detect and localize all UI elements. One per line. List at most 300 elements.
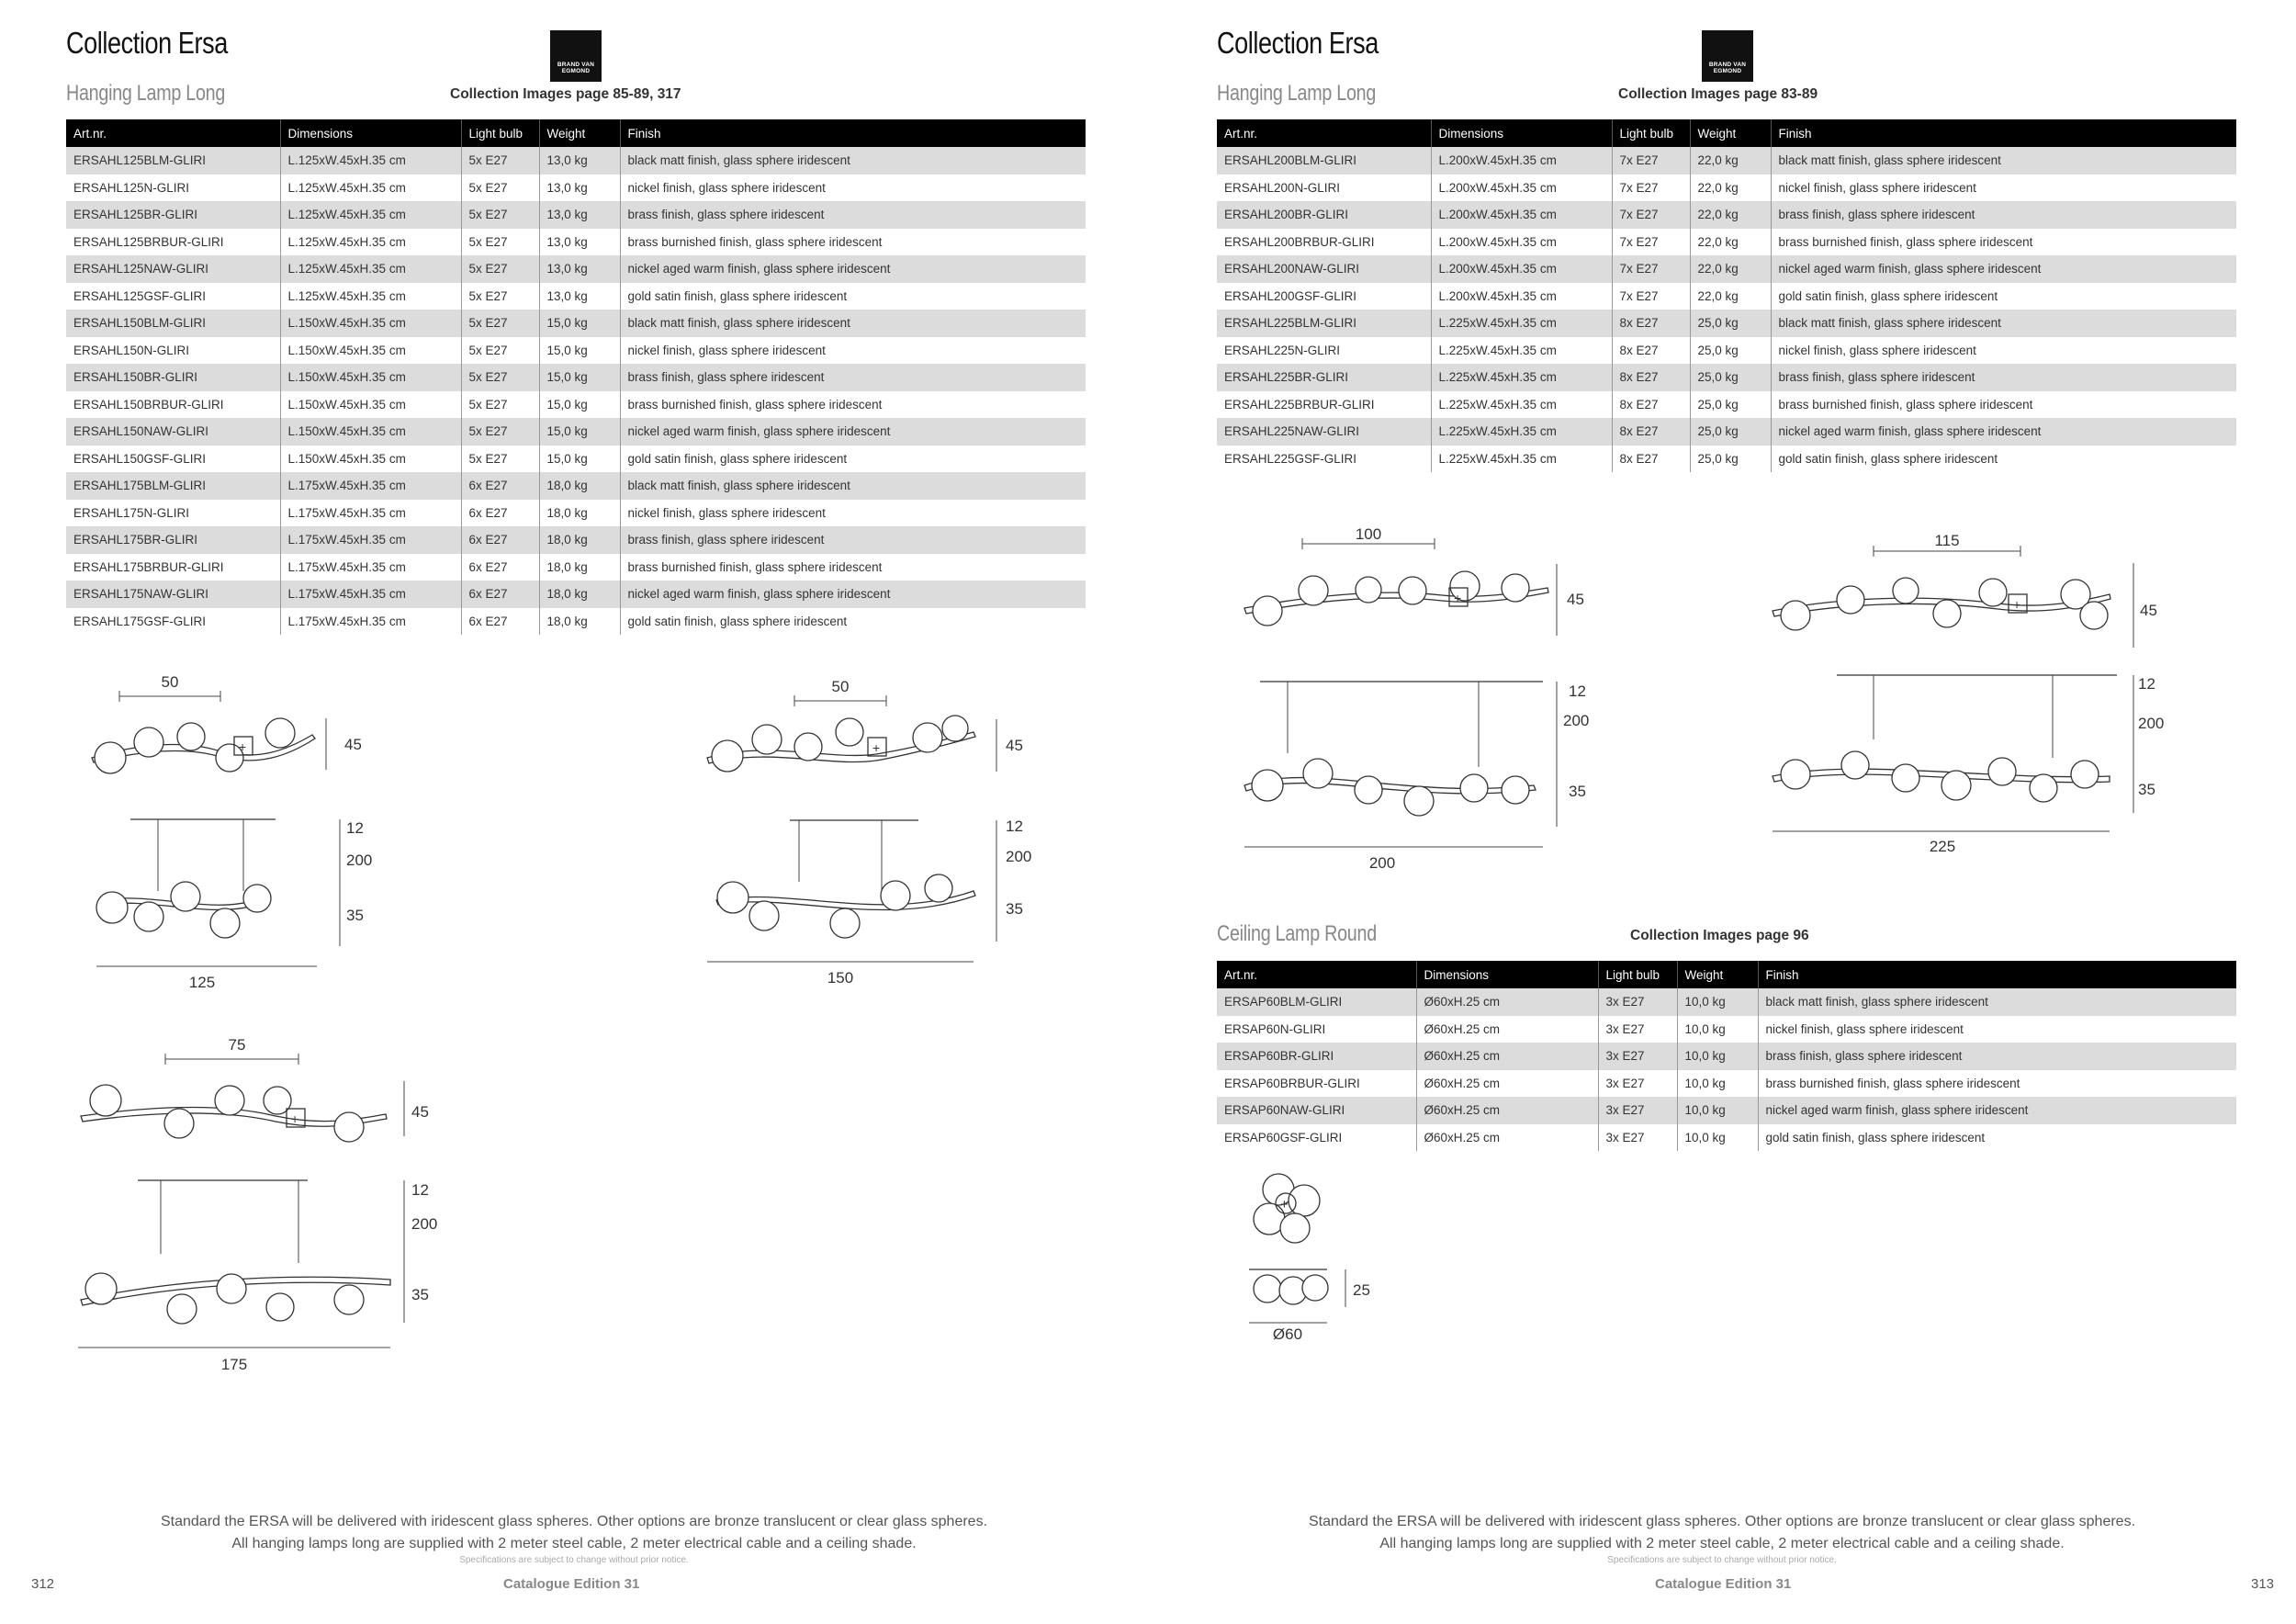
table-cell: L.125xW.45xH.35 cm [280,147,461,175]
table-cell: 18,0 kg [539,472,620,500]
column-header: Art.nr. [66,119,280,147]
table-cell: 3x E27 [1598,988,1677,1016]
table-cell: ERSAHL200GSF-GLIRI [1217,283,1431,310]
table-cell: 7x E27 [1612,201,1690,229]
dim-canopy: 12 [411,1181,429,1199]
table-cell: gold satin finish, glass sphere iridescent [627,614,848,628]
table-row [66,472,1086,500]
table-cell: black matt finish, glass sphere iridescent [1758,988,2236,1016]
table-cell: 10,0 kg [1677,1043,1758,1070]
brand-logo: BRAND VAN EGMOND [1702,30,1753,82]
table-cell: nickel finish, glass sphere iridescent [1765,1021,1964,1036]
table-cell: ERSAHL225GSF-GLIRI [1217,445,1431,473]
table-cell: ERSAHL150BLM-GLIRI [66,310,280,337]
table-row [1217,337,2236,365]
table-cell: L.200xW.45xH.35 cm [1431,147,1612,175]
dim-length: 225 [1929,838,1956,855]
table-cell: L.175xW.45xH.35 cm [280,581,461,608]
table-row [66,526,1086,554]
dim-height: 35 [346,907,364,924]
table-cell: 8x E27 [1612,391,1690,419]
drawing-200 [1240,524,1589,873]
table-cell: ERSAHL175BLM-GLIRI [66,472,280,500]
table-cell: ERSAHL125BRBUR-GLIRI [66,229,280,256]
column-header: Dimensions [1431,119,1612,147]
column-header: Light bulb [1612,119,1690,147]
table-cell: brass finish, glass sphere iridescent [620,526,1086,554]
disclaimer: Specifications are subject to change without prior notice. [459,1555,689,1565]
table-cell: 5x E27 [461,255,539,283]
collection-title: Collection Ersa [66,26,228,60]
table-cell: L.175xW.45xH.35 cm [280,526,461,554]
table-cell: 5x E27 [461,391,539,419]
column-header: Finish [620,119,1086,147]
table-row [1217,229,2236,256]
dim-depth: 45 [2140,602,2157,619]
footer-notes [0,1511,1148,1565]
table-cell: brass finish, glass sphere iridescent [620,364,1086,391]
table-cell: L.150xW.45xH.35 cm [280,337,461,365]
table-row [66,147,1086,175]
dim-height: 35 [1569,783,1586,800]
dim-length: 200 [1368,854,1396,872]
table-row [66,391,1086,419]
table-row [1217,1070,2236,1098]
table-row [1217,1124,2236,1152]
table-cell: nickel aged warm finish, glass sphere iridescent [620,581,1086,608]
table-cell: 18,0 kg [539,526,620,554]
table-row [66,500,1086,527]
top-view [81,1036,429,1142]
table-cell: L.225xW.45xH.35 cm [1431,418,1612,445]
table-cell: 15,0 kg [539,310,620,337]
table-cell: 3x E27 [1598,1070,1677,1098]
table-cell: gold satin finish, glass sphere iridescent [1778,288,1998,303]
table-cell: ERSAHL225NAW-GLIRI [1217,418,1431,445]
collection-title: Collection Ersa [1217,26,1379,60]
footer-note-1: Standard the ERSA will be delivered with iridescent glass spheres. Other options are bronze translucent or clear glass spheres. [160,1514,988,1529]
table-cell: nickel finish, glass sphere iridescent [627,505,826,520]
table-cell: brass burnished finish, glass sphere iridescent [627,559,883,574]
table-cell: 22,0 kg [1690,255,1771,283]
table-cell: L.175xW.45xH.35 cm [280,608,461,636]
table-cell: 18,0 kg [539,500,620,527]
table-row [66,554,1086,581]
table-cell: 22,0 kg [1690,201,1771,229]
table-cell: Ø60xH.25 cm [1416,1043,1598,1070]
ceiling-collection-images-link[interactable]: Collection Images page 96 [1630,928,1809,943]
table-cell: black matt finish, glass sphere iridescent [620,147,1086,175]
table-cell: 5x E27 [461,364,539,391]
table-cell: 22,0 kg [1690,283,1771,310]
table-cell: ERSAP60GSF-GLIRI [1217,1124,1416,1152]
table-cell: nickel finish, glass sphere iridescent [1778,343,1976,357]
table-cell: ERSAHL125GSF-GLIRI [66,283,280,310]
dim-top-width: 75 [228,1036,246,1054]
svg-text:+: + [291,1111,299,1126]
table-row [66,175,1086,202]
ceiling-spec-table [1217,961,2236,1151]
table-cell: 3x E27 [1598,1124,1677,1152]
table-row [66,283,1086,310]
table-cell: L.200xW.45xH.35 cm [1431,229,1612,256]
table-cell: 3x E27 [1598,1043,1677,1070]
table-cell: Ø60xH.25 cm [1416,1124,1598,1152]
table-cell: Ø60xH.25 cm [1416,1016,1598,1043]
table-cell: 10,0 kg [1677,1070,1758,1098]
top-view [707,678,1023,772]
table-cell: ERSAHL200BLM-GLIRI [1217,147,1431,175]
table-row [66,310,1086,337]
dim-cable: 200 [411,1215,438,1233]
table-cell: 25,0 kg [1690,310,1771,337]
column-header: Weight [1690,119,1771,147]
table-cell: 13,0 kg [539,175,620,202]
table-cell: nickel finish, glass sphere iridescent [627,343,826,357]
disclaimer: Specifications are subject to change without prior notice. [1607,1555,1837,1565]
ceiling-section-title: Ceiling Lamp Round [1217,921,1377,946]
svg-text:+: + [2013,597,2021,612]
table-cell: 10,0 kg [1677,1097,1758,1124]
table-cell: ERSAHL175BR-GLIRI [66,526,280,554]
side-view [1249,1269,1370,1343]
table-row [1217,988,2236,1016]
drawing-125 [83,671,395,992]
table-row [66,418,1086,445]
table-cell: 8x E27 [1612,337,1690,365]
column-header: Light bulb [1598,961,1677,988]
spec-table [1217,119,2236,472]
table-cell: 7x E27 [1612,147,1690,175]
table-cell: 5x E27 [461,445,539,473]
table-cell: 7x E27 [1612,255,1690,283]
table-cell: 22,0 kg [1690,175,1771,202]
table-cell: ERSAP60NAW-GLIRI [1217,1097,1416,1124]
top-view [92,673,362,773]
table-cell: 6x E27 [461,581,539,608]
table-cell: 5x E27 [461,229,539,256]
table-cell: nickel aged warm finish, glass sphere iridescent [620,418,1086,445]
dim-depth: 45 [411,1103,429,1121]
svg-text:+: + [872,740,881,755]
column-header: Weight [539,119,620,147]
table-cell: brass finish, glass sphere iridescent [620,201,1086,229]
table-cell: 5x E27 [461,147,539,175]
table-cell: 8x E27 [1612,310,1690,337]
table-row [66,445,1086,473]
table-cell: 10,0 kg [1677,1016,1758,1043]
table-cell: ERSAHL225BRBUR-GLIRI [1217,391,1431,419]
table-cell: L.225xW.45xH.35 cm [1431,445,1612,473]
table-row [1217,391,2236,419]
table-cell: 6x E27 [461,608,539,636]
dim-top-width: 50 [831,678,850,695]
dim-top-width: 50 [161,673,179,691]
table-cell: L.125xW.45xH.35 cm [280,175,461,202]
table-row [1217,255,2236,283]
table-cell: L.225xW.45xH.35 cm [1431,337,1612,365]
table-cell: L.125xW.45xH.35 cm [280,229,461,256]
dim-height: 35 [2138,781,2155,798]
dim-depth: 45 [1006,737,1023,754]
table-row [1217,147,2236,175]
table-cell: 10,0 kg [1677,1124,1758,1152]
table-cell: 15,0 kg [539,364,620,391]
column-header: Finish [1771,119,2236,147]
dim-top-width: 100 [1355,525,1382,543]
table-cell: ERSAHL200N-GLIRI [1217,175,1431,202]
table-cell: 13,0 kg [539,255,620,283]
table-cell: black matt finish, glass sphere iridescent [620,310,1086,337]
table-cell: 5x E27 [461,310,539,337]
table-cell: gold satin finish, glass sphere iridescent [627,451,848,466]
table-cell: ERSAHL200NAW-GLIRI [1217,255,1431,283]
page-number: 312 [31,1576,55,1592]
table-cell: brass burnished finish, glass sphere iridescent [627,234,883,249]
table-row [66,337,1086,365]
table-cell: 25,0 kg [1690,445,1771,473]
table-cell: ERSAP60BLM-GLIRI [1217,988,1416,1016]
dim-length: 125 [188,974,216,991]
table-cell: L.150xW.45xH.35 cm [280,310,461,337]
top-view [1254,1174,1320,1243]
table-row [66,229,1086,256]
table-row [1217,283,2236,310]
dim-canopy: 12 [346,819,364,837]
table-cell: nickel aged warm finish, glass sphere iridescent [1758,1097,2236,1124]
table-cell: 15,0 kg [539,337,620,365]
table-cell: brass finish, glass sphere iridescent [1771,364,2236,391]
table-cell: 15,0 kg [539,418,620,445]
table-cell: black matt finish, glass sphere iridescent [620,472,1086,500]
table-cell: nickel aged warm finish, glass sphere iridescent [1771,418,2236,445]
section-title: Hanging Lamp Long [66,81,226,106]
table-cell: ERSAHL125BLM-GLIRI [66,147,280,175]
brand-logo: BRAND VAN EGMOND [550,30,602,82]
svg-text:+: + [1280,1197,1289,1212]
table-cell: ERSAHL125N-GLIRI [66,175,280,202]
table-cell: ERSAHL150BRBUR-GLIRI [66,391,280,419]
dim-length: 175 [220,1356,248,1373]
table-cell: ERSAHL150BR-GLIRI [66,364,280,391]
top-view [1244,525,1584,636]
table-cell: L.125xW.45xH.35 cm [280,255,461,283]
section-title: Hanging Lamp Long [1217,81,1377,106]
collection-images-link[interactable]: Collection Images page 83-89 [1618,86,1818,102]
table-row [1217,1043,2236,1070]
table-cell: 25,0 kg [1690,337,1771,365]
column-header: Art.nr. [1217,119,1431,147]
table-cell: 15,0 kg [539,391,620,419]
table-cell: 8x E27 [1612,418,1690,445]
dim-height: 35 [1006,900,1023,918]
table-cell: nickel aged warm finish, glass sphere iridescent [620,255,1086,283]
table-cell: L.175xW.45xH.35 cm [280,472,461,500]
table-cell: 25,0 kg [1690,364,1771,391]
table-cell: ERSAP60BRBUR-GLIRI [1217,1070,1416,1098]
table-cell: 22,0 kg [1690,147,1771,175]
table-cell: 8x E27 [1612,364,1690,391]
page-number: 313 [2251,1576,2275,1592]
column-header: Light bulb [461,119,539,147]
table-row [1217,201,2236,229]
column-header: Weight [1677,961,1758,988]
dim-height: 35 [411,1286,429,1303]
dim-depth: 45 [344,736,362,753]
dim-cable: 200 [346,851,373,869]
table-cell: 3x E27 [1598,1097,1677,1124]
table-row [66,201,1086,229]
dim-cable: 200 [1563,712,1590,729]
table-cell: ERSAHL150N-GLIRI [66,337,280,365]
spec-table [66,119,1086,635]
table-row [1217,1016,2236,1043]
dim-cable: 200 [1006,848,1032,865]
table-cell: 5x E27 [461,201,539,229]
table-row [1217,418,2236,445]
table-cell: ERSAP60BR-GLIRI [1217,1043,1416,1070]
top-view [1773,532,2157,648]
table-cell: 13,0 kg [539,201,620,229]
side-view [707,818,1031,987]
collection-images-link[interactable]: Collection Images page 85-89, 317 [450,86,681,102]
dim-canopy: 12 [1569,682,1586,700]
footer-note-2: All hanging lamps long are supplied with 2 meter steel cable, 2 meter electrical cable and a ceiling shade. [231,1536,917,1551]
table-cell: 6x E27 [461,554,539,581]
table-cell: 5x E27 [461,175,539,202]
right-page [1148,0,2296,1624]
table-cell: 22,0 kg [1690,229,1771,256]
dim-depth: 45 [1567,591,1584,608]
table-cell: 13,0 kg [539,283,620,310]
dim-cable: 200 [2138,715,2165,732]
table-cell: 8x E27 [1612,445,1690,473]
table-cell: L.125xW.45xH.35 cm [280,201,461,229]
catalogue-edition: Catalogue Edition 31 [1655,1576,1792,1592]
table-row [1217,175,2236,202]
table-cell: 3x E27 [1598,1016,1677,1043]
table-cell: brass finish, glass sphere iridescent [1758,1043,2236,1070]
table-cell: ERSAHL175GSF-GLIRI [66,608,280,636]
table-row [1217,1097,2236,1124]
table-cell: brass burnished finish, glass sphere iridescent [1778,397,2033,412]
footer-notes [1148,1511,2296,1565]
drawing-175 [73,1033,459,1382]
table-cell: ERSAHL200BR-GLIRI [1217,201,1431,229]
table-cell: L.225xW.45xH.35 cm [1431,391,1612,419]
table-cell: brass burnished finish, glass sphere iridescent [1778,234,2033,249]
svg-text:+: + [239,739,247,754]
column-header: Dimensions [1416,961,1598,988]
table-row [66,608,1086,636]
table-cell: 7x E27 [1612,229,1690,256]
drawing-225 [1768,528,2165,863]
table-cell: ERSAHL150GSF-GLIRI [66,445,280,473]
table-cell: 5x E27 [461,418,539,445]
table-cell: brass burnished finish, glass sphere iridescent [1765,1076,2020,1090]
table-cell: 25,0 kg [1690,418,1771,445]
table-cell: gold satin finish, glass sphere iridescent [1778,451,1998,466]
column-header: Dimensions [280,119,461,147]
table-cell: 18,0 kg [539,554,620,581]
table-cell: 18,0 kg [539,581,620,608]
dim-canopy: 12 [1006,818,1023,835]
dim-canopy: 12 [2138,675,2155,693]
side-view [1244,682,1589,872]
dim-length: 150 [827,969,854,987]
table-row [66,364,1086,391]
table-cell: black matt finish, glass sphere iridescent [1771,147,2236,175]
table-cell: L.175xW.45xH.35 cm [280,554,461,581]
table-cell: L.125xW.45xH.35 cm [280,283,461,310]
table-cell: black matt finish, glass sphere iridescent [1771,310,2236,337]
table-cell: 7x E27 [1612,283,1690,310]
table-cell: L.150xW.45xH.35 cm [280,391,461,419]
table-cell: 5x E27 [461,337,539,365]
footer-note-2: All hanging lamps long are supplied with 2 meter steel cable, 2 meter electrical cable and a ceiling shade. [1379,1536,2065,1551]
table-cell: 25,0 kg [1690,391,1771,419]
table-cell: 13,0 kg [539,229,620,256]
table-cell: 15,0 kg [539,445,620,473]
footer-note-1: Standard the ERSA will be delivered with iridescent glass spheres. Other options are bronze translucent or clear glass spheres. [1308,1514,2136,1529]
table-cell: 13,0 kg [539,147,620,175]
table-cell: L.150xW.45xH.35 cm [280,445,461,473]
column-header: Art.nr. [1217,961,1416,988]
table-cell: ERSAHL175N-GLIRI [66,500,280,527]
table-cell: Ø60xH.25 cm [1416,1097,1598,1124]
table-row [1217,445,2236,473]
table-cell: ERSAHL225BLM-GLIRI [1217,310,1431,337]
table-cell: 7x E27 [1612,175,1690,202]
table-cell: ERSAHL175NAW-GLIRI [66,581,280,608]
table-cell: L.150xW.45xH.35 cm [280,364,461,391]
table-cell: ERSAHL225N-GLIRI [1217,337,1431,365]
table-cell: brass finish, glass sphere iridescent [1771,201,2236,229]
table-cell: L.200xW.45xH.35 cm [1431,255,1612,283]
table-cell: 10,0 kg [1677,988,1758,1016]
table-row [1217,310,2236,337]
table-cell: Ø60xH.25 cm [1416,988,1598,1016]
table-cell: nickel finish, glass sphere iridescent [1778,180,1976,195]
table-cell: L.175xW.45xH.35 cm [280,500,461,527]
table-cell: L.200xW.45xH.35 cm [1431,175,1612,202]
table-cell: nickel aged warm finish, glass sphere iridescent [1771,255,2236,283]
table-cell: ERSAHL225BR-GLIRI [1217,364,1431,391]
table-cell: 18,0 kg [539,608,620,636]
table-cell: L.225xW.45xH.35 cm [1431,364,1612,391]
dim-height: 25 [1353,1281,1370,1299]
dim-top-width: 115 [1934,532,1960,549]
dim-diameter: Ø60 [1272,1325,1303,1343]
table-cell: ERSAHL125BR-GLIRI [66,201,280,229]
table-cell: ERSAHL175BRBUR-GLIRI [66,554,280,581]
drawing-ceiling-round [1240,1162,1424,1346]
table-row [66,581,1086,608]
table-cell: gold satin finish, glass sphere iridescent [1765,1130,1986,1145]
table-cell: brass burnished finish, glass sphere iridescent [627,397,883,412]
drawing-150 [698,675,1047,992]
side-view [1773,675,2164,855]
table-cell: ERSAHL125NAW-GLIRI [66,255,280,283]
table-row [1217,364,2236,391]
table-cell: 6x E27 [461,500,539,527]
svg-text:+: + [1454,591,1462,605]
catalogue-edition: Catalogue Edition 31 [503,1576,640,1592]
table-cell: ERSAP60N-GLIRI [1217,1016,1416,1043]
table-cell: 5x E27 [461,283,539,310]
table-cell: ERSAHL150NAW-GLIRI [66,418,280,445]
table-cell: nickel finish, glass sphere iridescent [627,180,826,195]
